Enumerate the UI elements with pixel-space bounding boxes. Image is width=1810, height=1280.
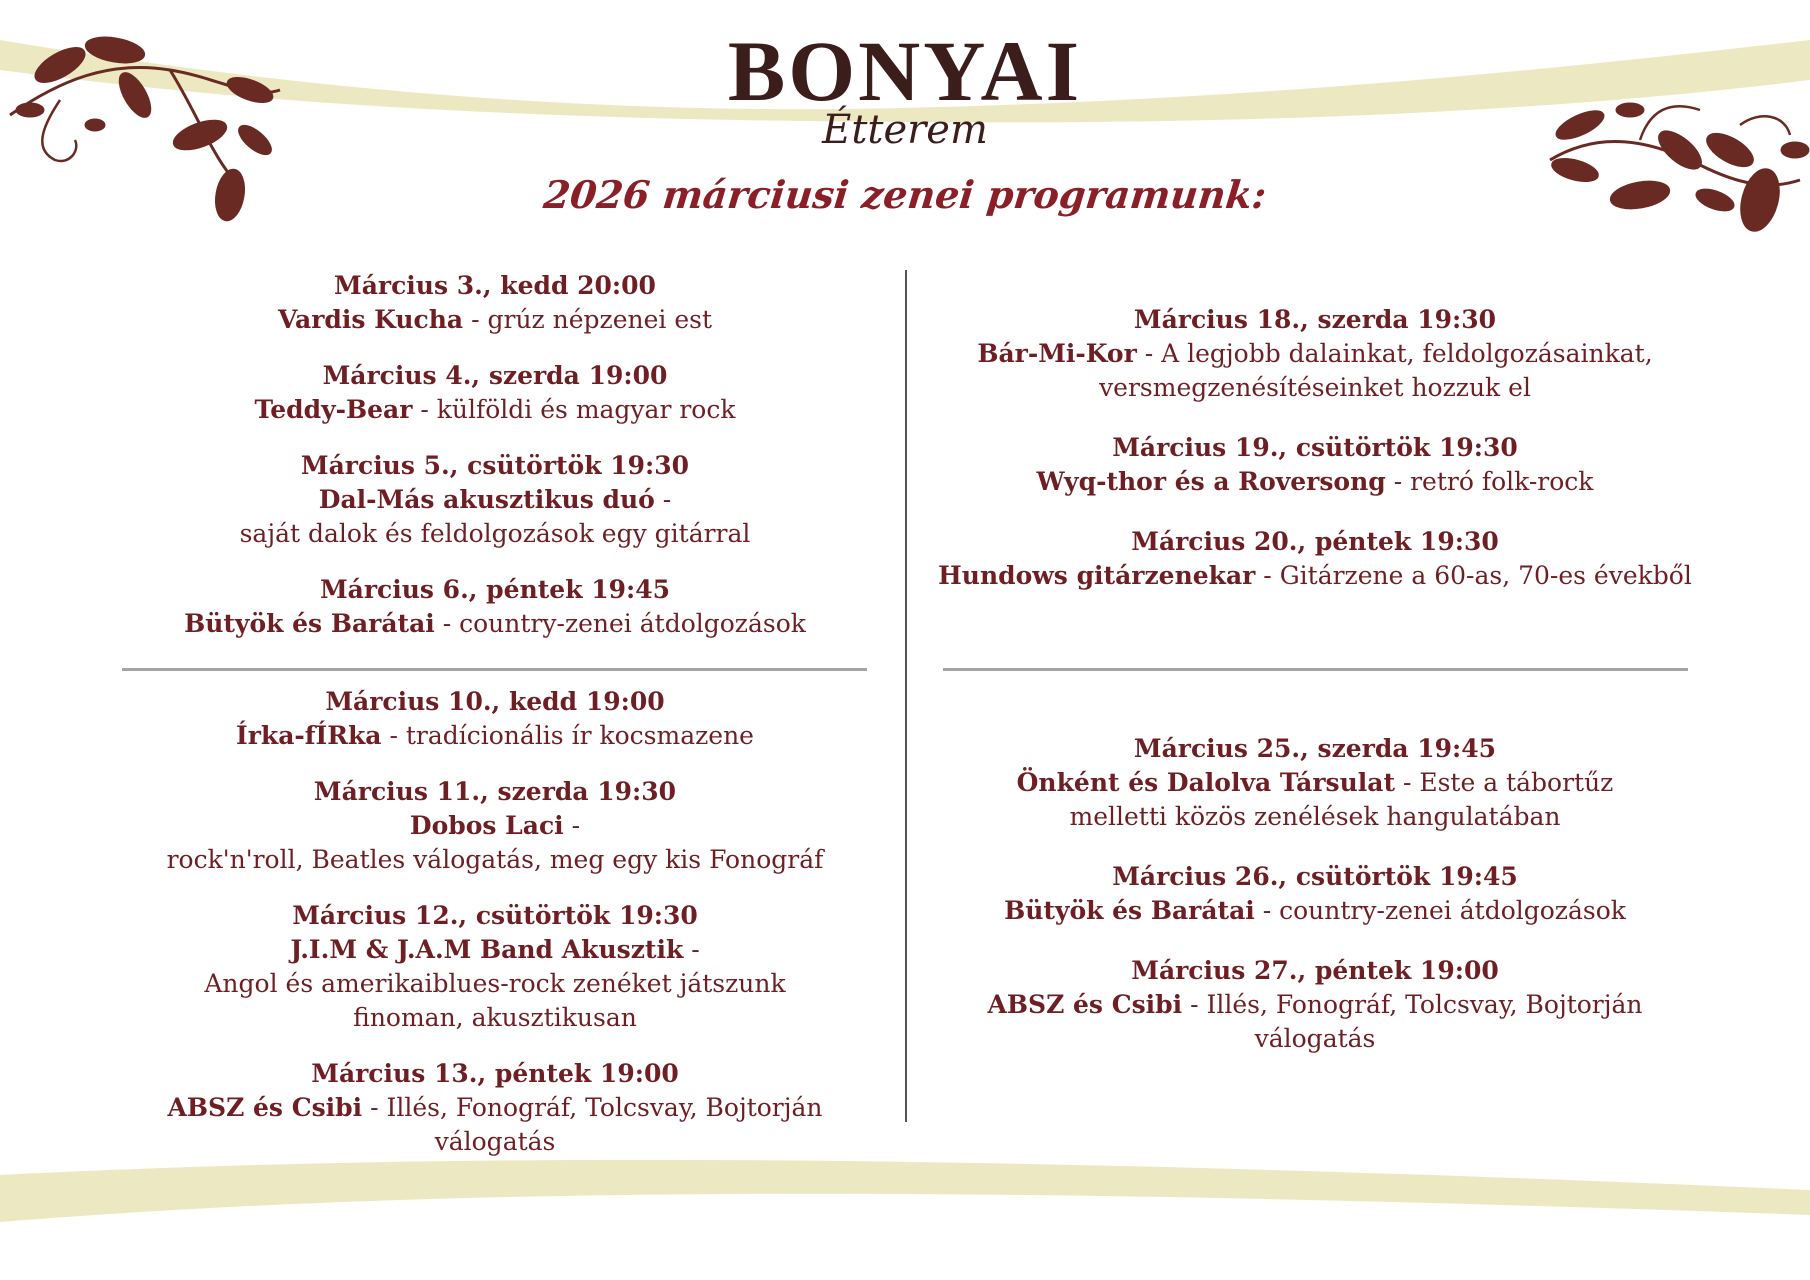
brand-logo: BONYAI xyxy=(727,23,1083,119)
event-item xyxy=(935,954,1695,1056)
event-date: Március 3., kedd 20:00 xyxy=(334,271,656,300)
event-date: Március 20., péntek 19:30 xyxy=(1131,527,1499,556)
event-item xyxy=(110,685,880,753)
event-separator: - xyxy=(1395,768,1420,797)
event-item xyxy=(110,573,880,641)
event-separator: - xyxy=(434,609,460,638)
event-date: Március 5., csütörtök 19:30 xyxy=(300,451,690,480)
event-separator: - xyxy=(412,395,437,424)
event-description: grúz népzenei est xyxy=(487,305,713,334)
event-date: Március 6., péntek 19:45 xyxy=(319,575,671,604)
event-performer: Dobos Laci xyxy=(409,811,564,840)
event-item xyxy=(935,303,1695,405)
event-date: Március 13., péntek 19:00 xyxy=(311,1059,679,1088)
event-separator: - xyxy=(381,721,406,750)
event-performer: J.I.M & J.A.M Band Akusztik xyxy=(290,935,684,964)
event-separator: - xyxy=(563,811,581,840)
event-description: retró folk-rock xyxy=(1410,467,1594,496)
event-performer: Hundows gitárzenekar xyxy=(938,561,1256,590)
event-separator: - xyxy=(1255,561,1280,590)
event-performer: Önként és Dalolva Társulat xyxy=(1016,768,1395,797)
event-performer: Bütyök és Barátai xyxy=(184,609,435,638)
bottom-ribbon xyxy=(0,1160,1810,1222)
event-item xyxy=(110,449,880,551)
event-date: Március 11., szerda 19:30 xyxy=(313,777,677,806)
event-item xyxy=(935,732,1695,834)
event-separator: - xyxy=(1385,467,1411,496)
event-date: Március 12., csütörtök 19:30 xyxy=(292,901,698,930)
event-date: Március 27., péntek 19:00 xyxy=(1131,956,1499,985)
vertical-divider xyxy=(905,270,907,1122)
schedule-right-top xyxy=(935,303,1695,593)
event-separator: - xyxy=(1254,896,1280,925)
event-description: rock'n'roll, Beatles válogatás, meg egy kis Fonográf xyxy=(166,845,824,874)
event-item xyxy=(935,431,1695,499)
event-item xyxy=(110,359,880,427)
event-separator: - xyxy=(1136,339,1162,368)
event-performer: Bár-Mi-Kor xyxy=(977,339,1137,368)
event-performer: ABSZ és Csibi xyxy=(987,990,1183,1019)
event-separator: - xyxy=(463,305,488,334)
event-performer: ABSZ és Csibi xyxy=(167,1093,363,1122)
event-separator: - xyxy=(362,1093,387,1122)
event-description: Illés, Fonográf, Tolcsvay, Bojtorján válogatás xyxy=(1206,990,1643,1053)
event-separator: - xyxy=(654,485,672,514)
event-performer: Vardis Kucha xyxy=(277,305,464,334)
event-date: Március 26., csütörtök 19:45 xyxy=(1112,862,1518,891)
event-performer: Teddy-Bear xyxy=(254,395,413,424)
schedule-left-top xyxy=(110,269,880,641)
event-performer: Dal-Más akusztikus duó xyxy=(318,485,655,514)
event-separator: - xyxy=(683,935,700,964)
event-item xyxy=(935,525,1695,593)
event-separator: - xyxy=(1182,990,1207,1019)
event-item xyxy=(110,775,880,877)
event-item xyxy=(110,269,880,337)
event-description: saját dalok és feldolgozások egy gitárral xyxy=(239,519,751,548)
event-description: Este a tábortűz melletti közös zenélések hangulatában xyxy=(1069,768,1614,831)
event-description: Illés, Fonográf, Tolcsvay, Bojtorján válogatás xyxy=(386,1093,823,1156)
event-date: Március 19., csütörtök 19:30 xyxy=(1112,433,1518,462)
schedule-left-bottom xyxy=(110,685,880,1159)
event-description: country-zenei átdolgozások xyxy=(459,609,806,638)
page-title: 2026 márciusi zenei programunk: xyxy=(541,172,1269,217)
event-item xyxy=(110,899,880,1035)
event-performer: Írka-fÍRka xyxy=(236,721,382,750)
event-description: country-zenei átdolgozások xyxy=(1279,896,1626,925)
event-description: tradícionális ír kocsmazene xyxy=(405,721,754,750)
event-description: A legjobb dalainkat, feldolgozásainkat, versmegzenésítéseinket hozzuk el xyxy=(1099,339,1653,402)
event-date: Március 18., szerda 19:30 xyxy=(1133,305,1497,334)
event-date: Március 10., kedd 19:00 xyxy=(325,687,665,716)
event-description: külföldi és magyar rock xyxy=(436,395,736,424)
schedule-right-bottom xyxy=(935,732,1695,1056)
event-performer: Wyq-thor és a Roversong xyxy=(1036,467,1386,496)
event-description: Gitárzene a 60-as, 70-es évekből xyxy=(1279,561,1692,590)
event-performer: Bütyök és Barátai xyxy=(1004,896,1255,925)
event-item xyxy=(110,1057,880,1159)
horizontal-divider-left xyxy=(122,668,867,671)
event-item xyxy=(935,860,1695,928)
event-date: Március 25., szerda 19:45 xyxy=(1133,734,1497,763)
event-date: Március 4., szerda 19:00 xyxy=(322,361,668,390)
horizontal-divider-right xyxy=(943,668,1688,671)
brand-subtitle: Étterem xyxy=(822,107,988,153)
event-description: Angol és amerikaiblues-rock zenéket játszunk finoman, akusztikusan xyxy=(204,969,786,1032)
